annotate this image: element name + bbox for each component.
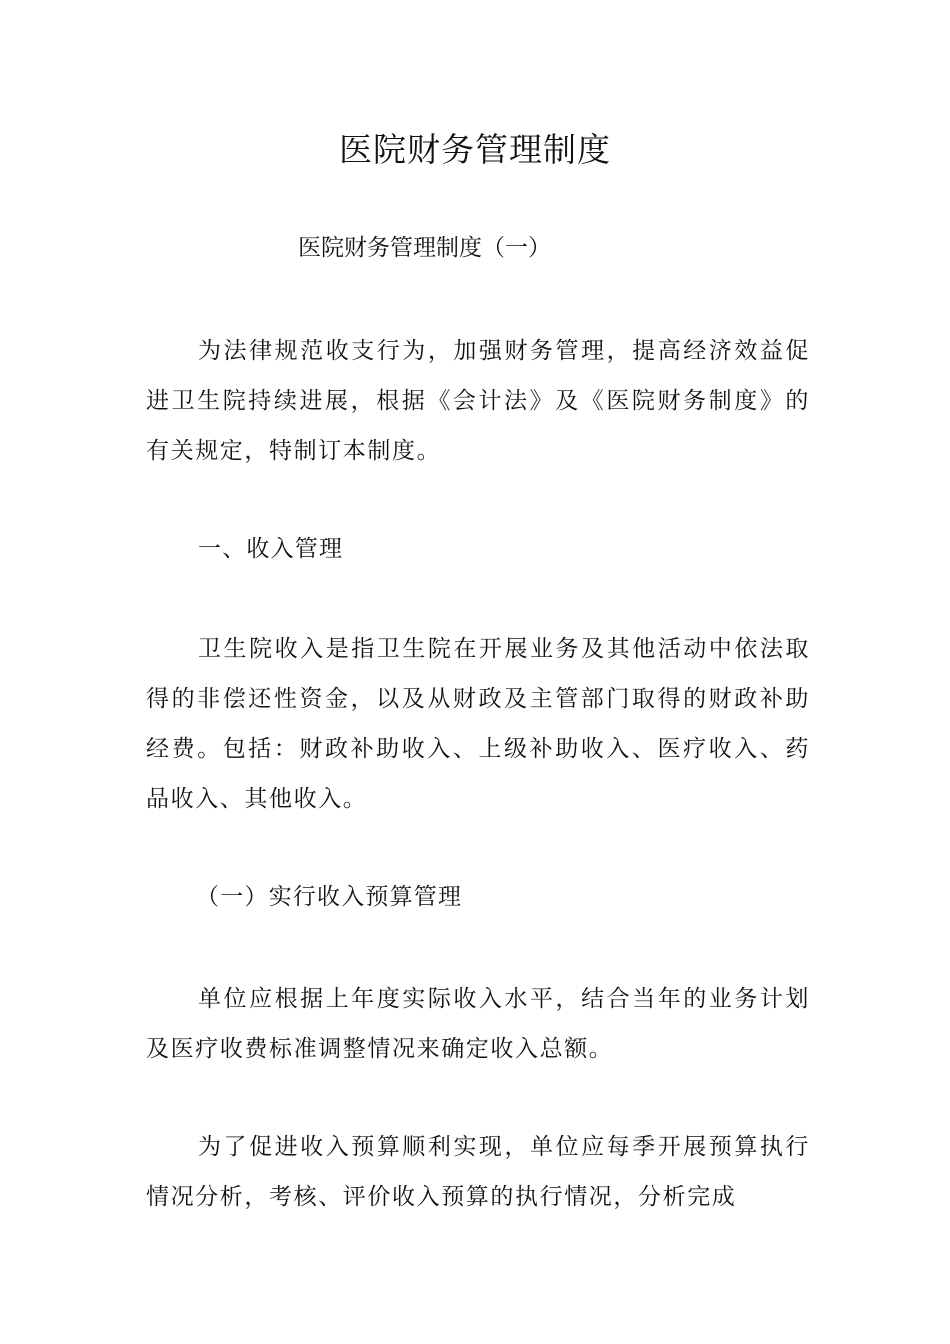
subsection-heading-budget-management: （一）实行收入预算管理 xyxy=(196,884,463,910)
budget-paragraph: 单位应根据上年度实际收入水平，结合当年的业务计划及医疗收费标准调整情况来确定收入总额。 xyxy=(146,986,810,1062)
document-subtitle: 医院财务管理制度（一） xyxy=(298,235,551,261)
section-heading-income-management: 一、收入管理 xyxy=(198,536,344,562)
budget-analysis-paragraph: 为了促进收入预算顺利实现，单位应每季开展预算执行情况分析，考核、评价收入预算的执行情况，分析完成 xyxy=(146,1134,810,1210)
intro-paragraph: 为法律规范收支行为，加强财务管理，提高经济效益促进卫生院持续进展，根据《会计法》及《医院财务制度》的有关规定，特制订本制度。 xyxy=(146,338,810,464)
document-title: 医院财务管理制度 xyxy=(339,130,611,169)
income-definition-paragraph: 卫生院收入是指卫生院在开展业务及其他活动中依法取得的非偿还性资金，以及从财政及主管部门取得的财政补助经费。包括：财政补助收入、上级补助收入、医疗收入、药品收入、其他收入。 xyxy=(146,636,810,812)
